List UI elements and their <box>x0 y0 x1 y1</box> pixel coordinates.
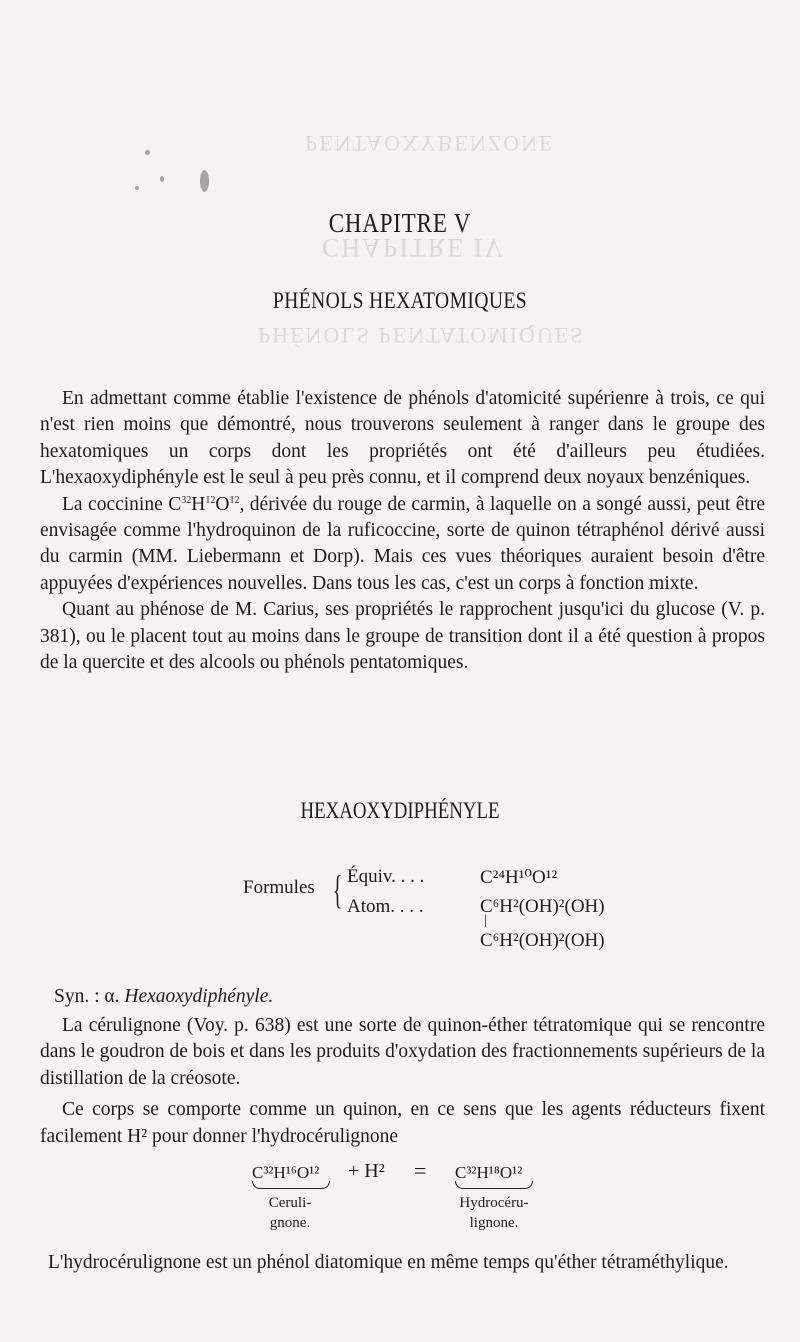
paper-speck <box>160 176 164 182</box>
section-title: HEXAOXYDIPHÉNYLE <box>300 798 500 823</box>
product-formula: C³²H¹⁸O¹² <box>455 1163 523 1182</box>
paper-speck <box>200 170 209 192</box>
bleed-through-ghost: CHAPITRE IV <box>322 233 506 262</box>
equals-sign: = <box>414 1158 427 1183</box>
chapter-subtitle: PHÉNOLS HEXATOMIQUES <box>272 288 528 313</box>
reactant-name: Ceruli- gnone. <box>268 1195 312 1231</box>
paper-speck <box>145 150 150 155</box>
atom-formula-2: C⁶H²(OH)²(OH) <box>480 930 605 951</box>
paper-speck <box>135 186 139 190</box>
product-name: Hydrocéru- lignone. <box>459 1195 529 1231</box>
equiv-formula: C²⁴H¹⁰O¹² <box>480 867 558 888</box>
intro-paragraph-1: En admettant comme établie l'existence de phénols d'atomicité supérienre à trois, ce qui n'est rien moins que démontré, nous trouverons seulement à ranger dans le groupe des hexatomiques un corps dont les propriétés ont été d'ailleurs peu étudiées. L'hexaoxydiphényle est le seul à peu près connu, et il comprend deux noyaux benzéniques. <box>40 388 765 489</box>
section-paragraph-1: La cérulignone (Voy. p. 638) est une sorte de quinon-éther tétratomique qui se rencontre dans le goudron de bois et dans les produits d'oxydation des fractionnements supérieurs de la distillation de la créosote. <box>40 1015 765 1089</box>
bleed-through-ghost: PENTAOXYBENZONE <box>305 131 555 156</box>
formulas-label: Formules <box>243 877 315 898</box>
reactant-underbrace <box>252 1181 330 1189</box>
intro-paragraph-2: La coccinine $C^{32}H^{12}O^{12}$, dérivée du rouge de carmin, à laquelle on a songé aussi, peut être envisagée comme l'hydroquinon de la ruficoccine, sorte de quinon tétraphénol dérivé aussi du carmin (MM. Liebermann et Dorp). Mais ces vues théoriques auraient besoin d'être appuyées d'expériences nouvelles. Dans tous les cas, c'est un corps à fonction mixte. <box>40 493 765 594</box>
intro-text <box>40 386 765 676</box>
atom-label: Atom. . . . <box>347 896 424 917</box>
bleed-through-ghost: PHÉNOLS PENTATOMIQUES <box>258 323 585 348</box>
chapter-title: CHAPITRE V <box>328 208 472 238</box>
syn-label: Syn. : α. <box>54 986 120 1007</box>
reactant-formula: C³²H¹⁶O¹² <box>252 1163 320 1182</box>
brace-icon: { <box>332 867 343 912</box>
equiv-label: Équiv. . . . <box>347 866 425 887</box>
atom-formula-1: C⁶H²(OH)²(OH) <box>480 896 605 917</box>
plus-h2: + H² <box>348 1160 385 1182</box>
closing-text <box>40 1250 765 1276</box>
intro-paragraph-3: Quant au phénose de M. Carius, ses propriétés le rapprochent jusqu'ici du glucose (V. p. 381), ou le placent tout au moins dans le groupe de transition dont il a été question à propos de la quercite et des alcools ou phénols pentatomiques. <box>40 599 765 674</box>
atom-bond: | <box>484 913 487 928</box>
product-underbrace <box>455 1181 533 1189</box>
synonym-line <box>54 986 273 1008</box>
syn-value: Hexaoxydiphényle. <box>124 986 274 1007</box>
section-paragraph-3: L'hydrocérulignone est un phénol diatomique en même temps qu'éther tétraméthylique. <box>48 1252 729 1273</box>
section-text <box>40 1013 765 1150</box>
section-paragraph-2: Ce corps se comporte comme un quinon, en ce sens que les agents réducteurs fixent facilement H² pour donner l'hydrocérulignone <box>40 1099 765 1147</box>
